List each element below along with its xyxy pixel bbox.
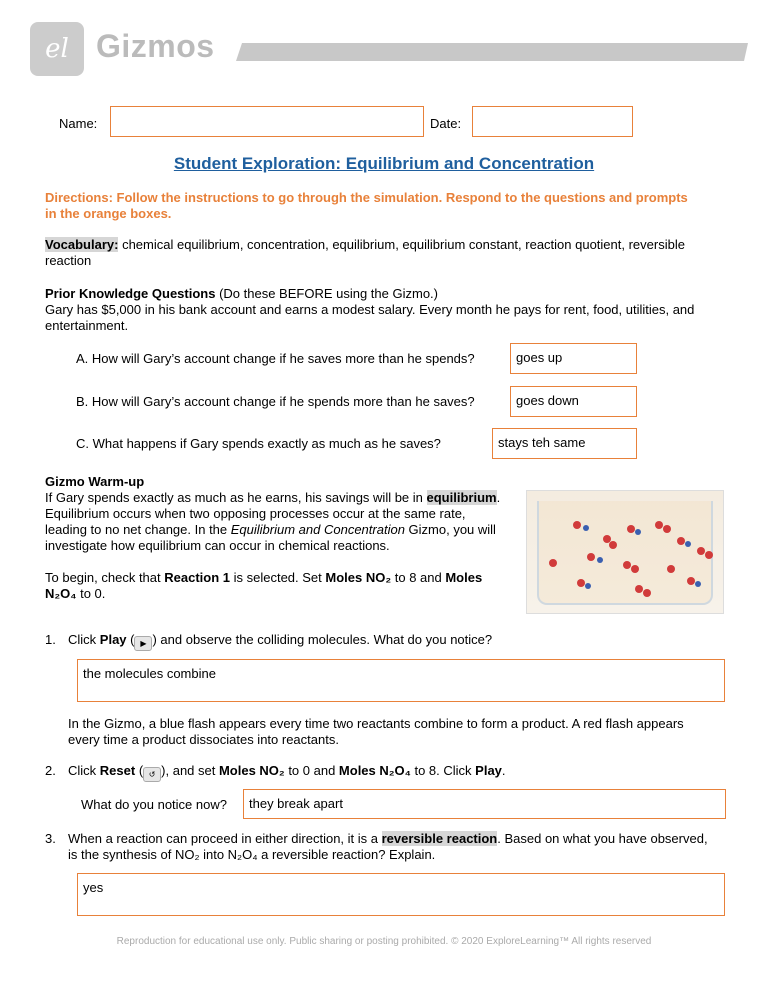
q2-number: 2. xyxy=(45,763,56,778)
reset-icon: ↺ xyxy=(143,767,161,782)
q1-note: In the Gizmo, a blue flash appears every time two reactants combine to form a product. A red flash appears every time a product dissociates into reactants. xyxy=(68,716,684,747)
vocabulary xyxy=(45,237,725,269)
q2-text-part: Click xyxy=(68,763,100,778)
q3-answer: yes xyxy=(83,880,104,895)
reset-label: Reset xyxy=(99,763,136,778)
vocabulary-label: Vocabulary: xyxy=(45,237,119,252)
page-title: Student Exploration: Equilibrium and Concentration xyxy=(173,154,595,173)
warmup-heading: Gizmo Warm-up xyxy=(45,474,145,489)
q1-answer-field[interactable] xyxy=(77,659,725,702)
play-icon: ▶ xyxy=(134,636,152,651)
gizmo-name: Equilibrium and Concentration xyxy=(230,522,405,537)
simulation-image xyxy=(526,490,724,614)
play-label: Play xyxy=(475,763,502,778)
q2-text-part: to 8. Click xyxy=(410,763,476,778)
name-value xyxy=(111,107,423,119)
moles-n2o4-label: Moles N₂O₄ xyxy=(45,570,483,601)
answer-c: stays teh same xyxy=(498,435,586,450)
name-field[interactable] xyxy=(110,106,424,137)
moles-no2-label: Moles NO₂ xyxy=(325,570,392,585)
q1-text-part: ) and observe the colliding molecules. What do you notice? xyxy=(152,632,493,647)
q1-text xyxy=(68,632,492,651)
answer-a: goes up xyxy=(516,350,563,365)
beaker-icon xyxy=(537,501,713,605)
warmup-text: to 0. xyxy=(76,586,106,601)
date-label: Date: xyxy=(430,116,462,131)
warmup-text: If Gary spends exactly as much as he earns, his savings will be in xyxy=(45,490,427,505)
directions: Directions: Follow the instructions to go through the simulation. Respond to the questions and prompts in the orange boxes. xyxy=(45,190,688,221)
q1-text-part: Click xyxy=(68,632,100,647)
vocabulary-text: chemical equilibrium, concentration, equilibrium, equilibrium constant, reaction quotient, reversible reaction xyxy=(45,237,685,268)
moles-no2-label: Moles NO₂ xyxy=(218,763,285,778)
q2-text-part: to 0 and xyxy=(284,763,339,778)
brand-name: Gizmos xyxy=(96,28,215,64)
logo-mark: el xyxy=(45,34,69,64)
prior-heading: Prior Knowledge Questions xyxy=(45,286,216,301)
prior-knowledge xyxy=(45,286,725,334)
play-label: Play xyxy=(99,632,127,647)
warmup-section xyxy=(45,474,507,602)
q2-text xyxy=(68,763,506,782)
q3-text-part: . Based on what you have observed, is the synthesis of NO₂ into N₂O₄ a reversible reaction? Explain. xyxy=(68,831,708,862)
header-bar xyxy=(236,43,748,61)
warmup-text: Gizmo, you will investigate how equilibrium can occur in chemical reactions. xyxy=(45,522,496,553)
q2-answer-field[interactable] xyxy=(243,789,726,819)
warmup-text: to 8 and xyxy=(391,570,446,585)
q2-text-part: ), and set xyxy=(161,763,219,778)
reaction-label: Reaction 1 xyxy=(164,570,230,585)
reversible-reaction-term: reversible reaction xyxy=(381,831,498,846)
date-field[interactable] xyxy=(472,106,633,137)
answer-a-field[interactable] xyxy=(510,343,637,374)
warmup-text: To begin, check that xyxy=(45,570,165,585)
q1-answer: the molecules combine xyxy=(83,666,216,681)
q1-text-part: ( xyxy=(126,632,135,647)
name-label: Name: xyxy=(59,116,98,131)
equilibrium-term: equilibrium xyxy=(426,490,497,505)
prior-text: Gary has $5,000 in his bank account and earns a modest salary. Every month he pays for rent, food, utilities, and entertainment. xyxy=(45,302,695,333)
warmup-text: is selected. Set xyxy=(230,570,326,585)
q3-answer-field[interactable] xyxy=(77,873,725,916)
moles-n2o4-label: Moles N₂O₄ xyxy=(338,763,411,778)
logo-icon xyxy=(30,22,84,76)
question-c: C. What happens if Gary spends exactly as much as he saves? xyxy=(76,436,441,451)
prior-note: (Do these BEFORE using the Gizmo.) xyxy=(215,286,438,301)
q2-text-part: . xyxy=(501,763,506,778)
date-value xyxy=(473,107,632,119)
q3-text-part: When a reaction can proceed in either direction, it is a xyxy=(68,831,382,846)
q3-number: 3. xyxy=(45,831,56,846)
footer-copyright: Reproduction for educational use only. Public sharing or posting prohibited. © 2020 ExploreLearning™ All rights reserved xyxy=(116,936,652,947)
answer-c-field[interactable] xyxy=(492,428,637,459)
q3-text xyxy=(68,831,718,863)
q2-text-part: ( xyxy=(135,763,144,778)
answer-b-field[interactable] xyxy=(510,386,637,417)
answer-b: goes down xyxy=(516,393,579,408)
warmup-text: . Equilibrium occurs when two opposing processes occur at the same rate, leading to no net change. In the xyxy=(45,490,501,537)
q1-number: 1. xyxy=(45,632,56,647)
question-b: B. How will Gary’s account change if he spends more than he saves? xyxy=(76,394,475,409)
question-a: A. How will Gary’s account change if he saves more than he spends? xyxy=(76,351,475,366)
q2-prompt: What do you notice now? xyxy=(81,797,227,812)
q2-answer: they break apart xyxy=(249,796,343,811)
